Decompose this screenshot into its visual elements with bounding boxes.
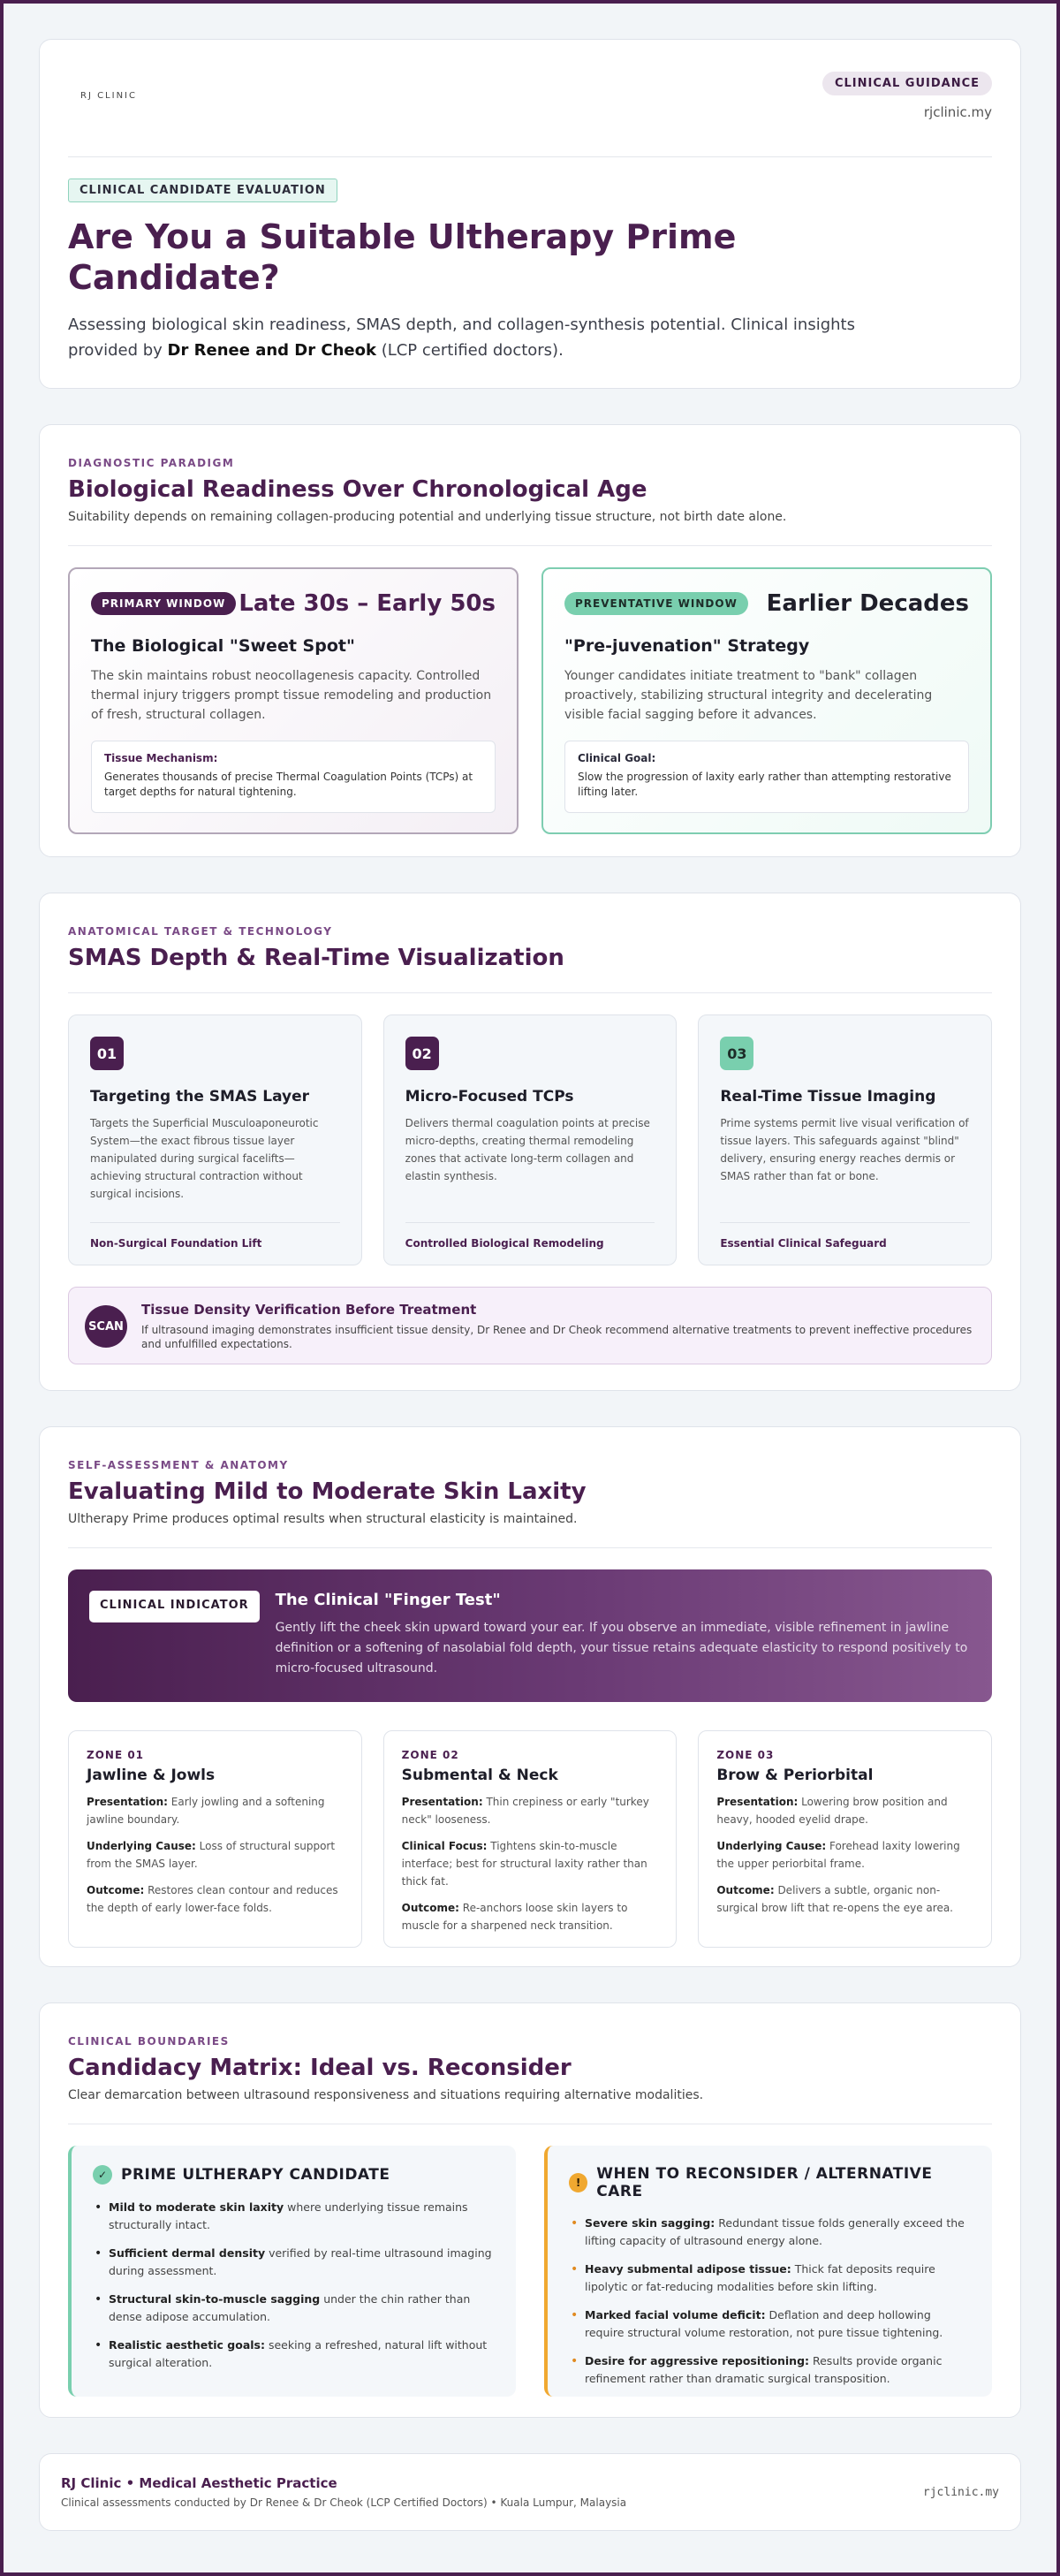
zone-outcome: Outcome: Re-anchors loose skin layers to muscle for a sharpened neck transition. [401, 1902, 628, 1932]
box-label: Clinical Goal: [578, 752, 656, 764]
step-number: 02 [405, 1037, 439, 1070]
column-title: PRIME ULTHERAPY CANDIDATE [121, 2166, 390, 2184]
ideal-candidate-column [68, 2146, 516, 2397]
scan-text: If ultrasound imaging demonstrates insufficient tissue density, Dr Renee and Dr Cheok recommend alternative treatments to prevent ineffective procedures and unfulfilled expectations. [141, 1324, 973, 1350]
hero-description: Assessing biological skin readiness, SMAS depth, and collagen-synthesis potential. Clinical insights provided by Dr Renee and Dr Cheok (LCP certified doctors). [68, 315, 855, 360]
column-title: WHEN TO RECONSIDER / ALTERNATIVE CARE [596, 2165, 933, 2200]
section-eyebrow: ANATOMICAL TARGET & TECHNOLOGY [68, 925, 333, 938]
zone-label: ZONE 01 [87, 1749, 145, 1761]
list-item: • Severe skin sagging: Redundant tissue folds generally exceed the lifting capacity of ultrasound energy alone. [569, 2215, 971, 2250]
section-subtitle: Clear demarcation between ultrasound responsiveness and situations requiring alternative modalities. [68, 2088, 704, 2102]
preventative-window-card [541, 567, 992, 834]
primary-window-badge: PRIMARY WINDOW [91, 592, 236, 615]
finger-test-banner [68, 1569, 992, 1702]
tech-footer: Controlled Biological Remodeling [405, 1222, 655, 1250]
tech-description: Prime systems permit live visual verification of tissue layers. This safeguards against "blind" delivery, ensuring energy reaches dermis or SMAS rather than fat or bone. [720, 1117, 969, 1182]
list-item: • Sufficient dermal density verified by real-time ultrasound imaging during assessment. [93, 2245, 495, 2280]
tech-title: Real-Time Tissue Imaging [720, 1088, 936, 1106]
zone-card-jawline [68, 1730, 362, 1948]
zone-outcome: Outcome: Restores clean contour and reduces the depth of early lower-face folds. [87, 1884, 338, 1914]
window-title: "Pre-juvenation" Strategy [564, 636, 810, 656]
tech-footer: Non-Surgical Foundation Lift [90, 1222, 340, 1250]
tech-title: Micro-Focused TCPs [405, 1088, 574, 1106]
clinic-logo[interactable]: RJ CLINIC [80, 91, 137, 101]
step-number: 01 [90, 1037, 124, 1070]
zone-title: Jawline & Jowls [87, 1767, 216, 1784]
window-title: The Biological "Sweet Spot" [91, 636, 355, 656]
matrix-section [39, 2002, 1021, 2418]
section-title: SMAS Depth & Real-Time Visualization [68, 945, 564, 971]
box-text: Generates thousands of precise Thermal Coagulation Points (TCPs) at target depths for natural tightening. [104, 771, 473, 798]
scan-icon: SCAN [85, 1305, 127, 1348]
site-url-link[interactable]: rjclinic.my [923, 104, 992, 120]
tech-footer: Essential Clinical Safeguard [720, 1222, 970, 1250]
section-divider [68, 1547, 992, 1548]
primary-window-card [68, 567, 519, 834]
list-item: • Marked facial volume deficit: Deflation and deep hollowing require structural volume restoration, not pure tissue tightening. [569, 2306, 971, 2342]
check-icon: ✓ [93, 2165, 112, 2185]
section-subtitle: Ultherapy Prime produces optimal results when structural elasticity is maintained. [68, 1512, 578, 1526]
tech-description: Targets the Superficial Musculoaponeurotic System—the exact fibrous tissue layer manipulated during surgical facelifts—achieving structural contraction without surgical incisions. [90, 1117, 319, 1200]
goal-box [564, 741, 969, 813]
step-number: 03 [720, 1037, 753, 1070]
list-item: • Desire for aggressive repositioning: Results provide organic refinement rather than dramatic surgical transposition. [569, 2352, 971, 2388]
smas-section [39, 893, 1021, 1391]
tech-card-smas [68, 1014, 362, 1265]
reconsider-column [544, 2146, 992, 2397]
list-item: • Realistic aesthetic goals: seeking a refreshed, natural lift without surgical alteration. [93, 2337, 495, 2372]
laxity-section [39, 1426, 1021, 1967]
section-subtitle: Suitability depends on remaining collagen-producing potential and underlying tissue structure, not birth date alone. [68, 510, 787, 524]
section-eyebrow: SELF-ASSESSMENT & ANATOMY [68, 1459, 289, 1471]
zone-presentation: Presentation: Lowering brow position and heavy, hooded eyelid drape. [716, 1796, 948, 1826]
scan-title: Tissue Density Verification Before Treatment [141, 1302, 477, 1318]
section-divider [68, 545, 992, 546]
window-description: Younger candidates initiate treatment to "bank" collagen proactively, stabilizing structural integrity and decelerating visible facial sagging before it advances. [564, 669, 933, 722]
age-range: Earlier Decades [766, 590, 969, 617]
window-description: The skin maintains robust neocollagenesis capacity. Controlled thermal injury triggers prompt tissue remodeling and production of fresh, structural collagen. [91, 669, 492, 722]
zone-focus: Clinical Focus: Tightens skin-to-muscle interface; best for structural laxity rather than thick fat. [401, 1840, 647, 1888]
section-divider [68, 992, 992, 993]
warning-icon: ! [569, 2173, 587, 2192]
hero-divider [68, 156, 992, 157]
section-eyebrow: CLINICAL BOUNDARIES [68, 2035, 230, 2048]
zone-cause: Underlying Cause: Forehead laxity lowering the upper periorbital frame. [716, 1840, 960, 1870]
hero-card [39, 39, 1021, 389]
zone-label: ZONE 02 [401, 1749, 459, 1761]
zone-title: Brow & Periorbital [716, 1767, 874, 1784]
age-range: Late 30s – Early 50s [238, 590, 496, 617]
section-title: Evaluating Mild to Moderate Skin Laxity [68, 1478, 587, 1505]
evaluation-tag: CLINICAL CANDIDATE EVALUATION [68, 179, 337, 202]
footer-title: RJ Clinic • Medical Aesthetic Practice [61, 2475, 337, 2491]
scan-verification-box [68, 1287, 992, 1364]
guidance-badge: CLINICAL GUIDANCE [822, 72, 992, 95]
zone-card-submental [383, 1730, 678, 1948]
mechanism-box [91, 741, 496, 813]
section-title: Biological Readiness Over Chronological Age [68, 476, 647, 503]
readiness-section [39, 424, 1021, 857]
clinical-indicator-badge: CLINICAL INDICATOR [89, 1591, 260, 1622]
zone-presentation: Presentation: Thin crepiness or early "turkey neck" looseness. [401, 1796, 649, 1826]
section-title: Candidacy Matrix: Ideal vs. Reconsider [68, 2055, 572, 2081]
zone-title: Submental & Neck [401, 1767, 558, 1784]
tech-card-tcps [383, 1014, 678, 1265]
doctor-names: Dr Renee and Dr Cheok [167, 341, 376, 360]
page-footer [39, 2453, 1021, 2531]
section-eyebrow: DIAGNOSTIC PARADIGM [68, 457, 235, 469]
list-item: • Heavy submental adipose tissue: Thick fat deposits require lipolytic or fat-reducing modalities before skin lifting. [569, 2261, 971, 2296]
finger-test-text: Gently lift the cheek skin upward toward your ear. If you observe an immediate, visible refinement in jawline definition or a softening of nasolabial fold depth, your tissue retains adequate elasticity to respond positively to micro-focused ultrasound. [275, 1621, 968, 1676]
zone-presentation: Presentation: Early jowling and a softening jawline boundary. [87, 1796, 325, 1826]
zone-outcome: Outcome: Delivers a subtle, organic non-surgical brow lift that re-opens the eye area. [716, 1884, 953, 1914]
footer-subtitle: Clinical assessments conducted by Dr Renee & Dr Cheok (LCP Certified Doctors) • Kuala Lumpur, Malaysia [61, 2496, 627, 2509]
tech-title: Targeting the SMAS Layer [90, 1088, 310, 1106]
list-item: • Mild to moderate skin laxity where underlying tissue remains structurally intact. [93, 2199, 495, 2234]
page-title: Are You a Suitable Ultherapy Prime Candidate? [68, 217, 737, 297]
finger-test-title: The Clinical "Finger Test" [275, 1591, 501, 1609]
tech-description: Delivers thermal coagulation points at precise micro-depths, creating thermal remodeling zones that activate long-term collagen and elastin synthesis. [405, 1117, 650, 1182]
list-item: • Structural skin-to-muscle sagging under the chin rather than dense adipose accumulation. [93, 2291, 495, 2326]
box-text: Slow the progression of laxity early rather than attempting restorative lifting later. [578, 771, 951, 798]
tech-card-imaging [698, 1014, 992, 1265]
footer-url-link[interactable]: rjclinic.my [922, 2485, 999, 2499]
zone-label: ZONE 03 [716, 1749, 775, 1761]
zone-card-brow [698, 1730, 992, 1948]
zone-cause: Underlying Cause: Loss of structural support from the SMAS layer. [87, 1840, 336, 1870]
preventative-window-badge: PREVENTATIVE WINDOW [564, 592, 748, 615]
box-label: Tissue Mechanism: [104, 752, 218, 764]
